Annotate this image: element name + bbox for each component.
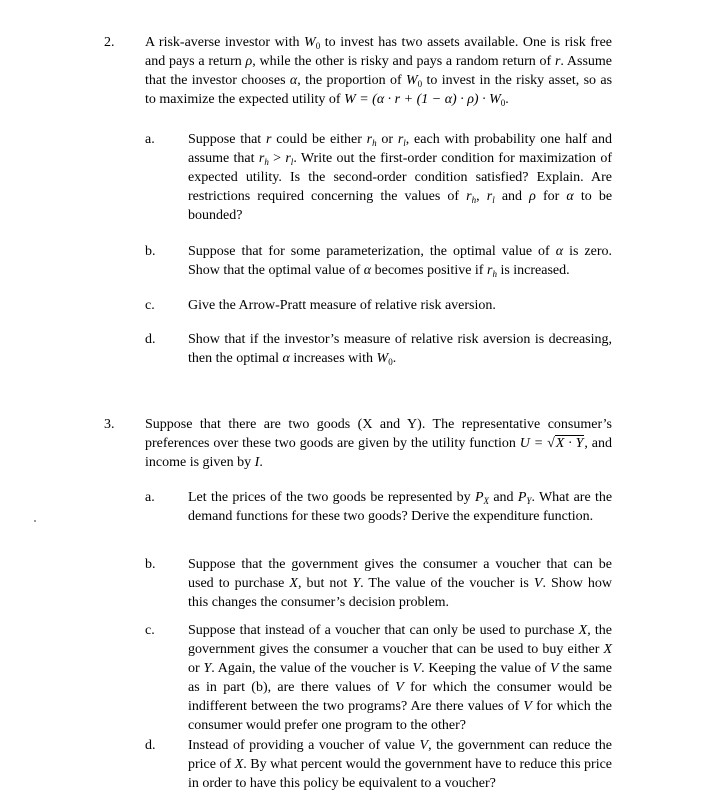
part-3a-label: a. bbox=[145, 490, 155, 505]
part-3b-text: Suppose that the government gives the consumer a voucher that can be used to purchase X, but not Y. The value of the voucher is V. Show how this changes the consumer’s decision problem. bbox=[188, 557, 613, 610]
part-3d-text: Instead of providing a voucher of value V, the government can reduce the price of X. By what percent would the government have to reduce this price in order to have this policy be equivalent to a voucher? bbox=[188, 738, 613, 791]
question-2-stem: A risk-averse investor with $W_0$ to invest has two assets available. One is risk free and pays a return ρ, while the other is risky and pays a random return of r. Assume that the investor chooses α, the proportion of $W_0$ to invest in the risky asset, so as to maximize the expected utility of $W = (\alpha \cdot r + (1 - \alpha) \cdot \rho) \cdot W_0$. bbox=[145, 35, 613, 108]
question-3-number: 3. bbox=[104, 417, 115, 432]
part-3b-label: b. bbox=[145, 557, 156, 572]
part-2d-text: Show that if the investor’s measure of relative risk aversion is decreasing, then the optimal α increases with $W_0$. bbox=[188, 332, 612, 367]
part-2b-text: Suppose that for some parameterization, the optimal value of α is zero. Show that the optimal value of α becomes positive if $r_h$ is increased. bbox=[188, 244, 613, 279]
part-3c-label: c. bbox=[145, 623, 155, 638]
part-2d-label: d. bbox=[145, 332, 156, 347]
part-2a-text: Suppose that r could be either $r_h$ or $r_l$, each with probability one half and assume that $r_h > r_l$. Write out the first-order condition for maximization of expected utility. Is the second-order condition satisfied? Explain. Are restrictions required concerning the values of $r_h$, $r_l$ and ρ for α to be bounded? bbox=[188, 132, 613, 223]
part-3d-label: d. bbox=[145, 738, 156, 753]
part-2c-text: Give the Arrow-Pratt measure of relative risk aversion. bbox=[188, 298, 496, 313]
part-3c-text: Suppose that instead of a voucher that can only be used to purchase X, the government gives the consumer a voucher that can be used to buy either X or Y. Again, the value of the voucher is V. Keeping the value of V the same as in part (b), are there values of V for which the consumer would be indifferent between the two programs? Are there values of V for which the consumer would prefer one program to the other? bbox=[188, 623, 613, 733]
question-3-stem: Suppose that there are two goods (X and Y). The representative consumer’s preferences over these two goods are given by the utility function U = √X · Y, and income is given by I. bbox=[145, 417, 613, 470]
part-2c-label: c. bbox=[145, 298, 155, 313]
sqrt-radicand: X · Y bbox=[555, 436, 584, 451]
part-3a-text: Let the prices of the two goods be represented by $P_X$ and $P_Y$. What are the demand functions for these two goods? Derive the expenditure function. bbox=[188, 490, 613, 524]
scan-speck bbox=[34, 520, 36, 522]
part-2a-label: a. bbox=[145, 132, 155, 147]
part-2b-label: b. bbox=[145, 244, 156, 259]
question-2-number: 2. bbox=[104, 35, 115, 50]
utility-formula: W = (α · r + (1 − α) · ρ) · W bbox=[344, 92, 501, 107]
